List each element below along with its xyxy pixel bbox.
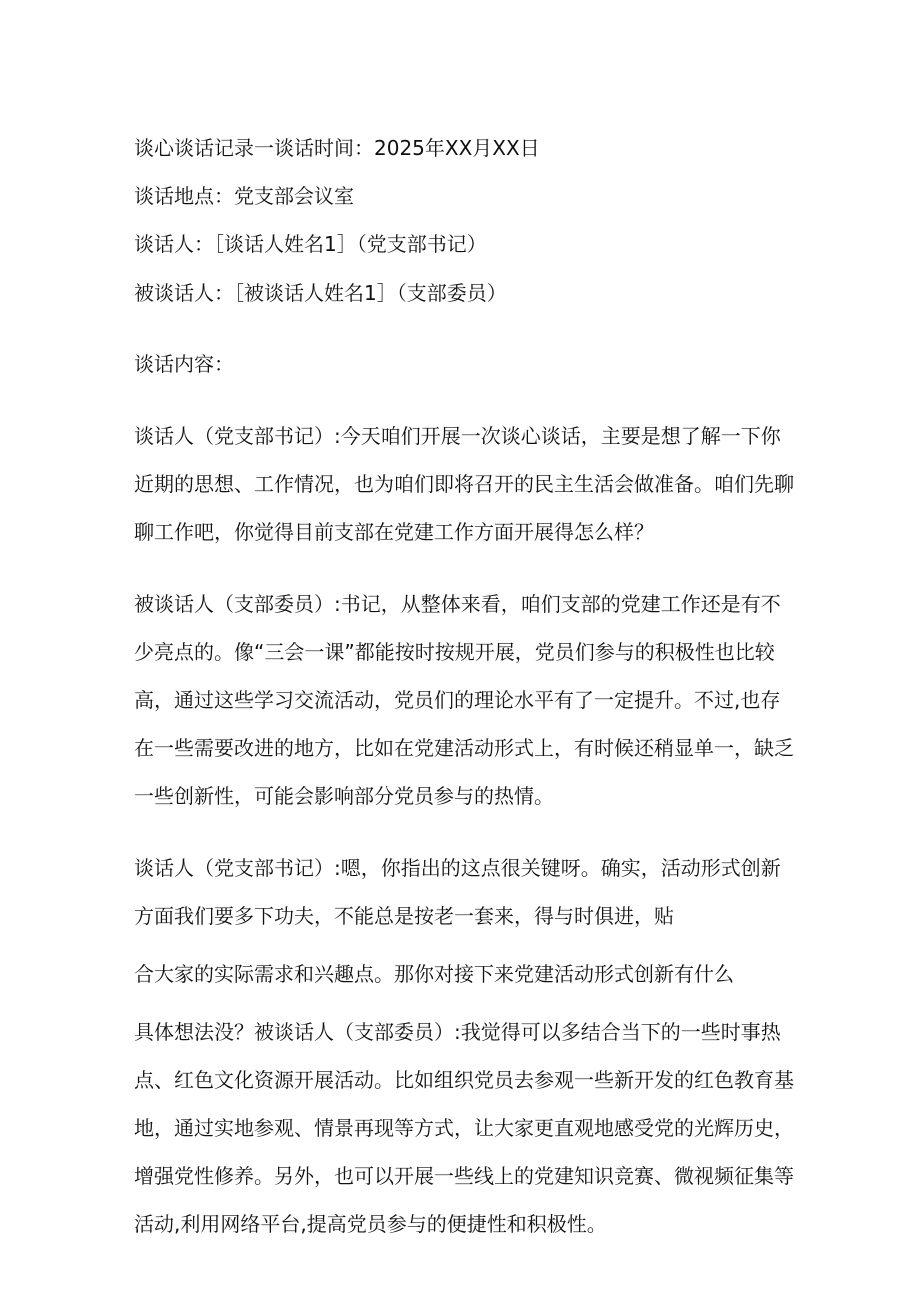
paragraph-2-line-1: 被谈话人（支部委员）:书记，从整体来看，咱们支部的党建工作还是有不	[134, 592, 781, 616]
talk-time-line: 谈心谈话记录一谈话时间：2025年XX月XX日	[134, 136, 540, 160]
paragraph-5-line-2: 点、红色文化资源开展活动。比如组织党员去参观一些新开发的红色教育基	[134, 1068, 794, 1092]
paragraph-5-line-5: 活动,利用网络平台,提高党员参与的便捷性和积极性。	[134, 1212, 607, 1236]
paragraph-1-line-2: 近期的思想、工作情况，也为咱们即将召开的民主生活会做准备。咱们先聊	[134, 472, 794, 496]
paragraph-2-line-3: 高，通过这些学习交流活动，党员们的理论水平有了一定提升。不过,也存	[134, 688, 781, 712]
paragraph-2-line-5: 一些创新性，可能会影响部分党员参与的热情。	[134, 784, 554, 808]
paragraph-5-line-1: 具体想法没？被谈话人（支部委员）:我觉得可以多结合当下的一些时事热	[134, 1020, 781, 1044]
paragraph-2-line-2: 少亮点的。像“三会一课”都能按时按规开展，党员们参与的积极性也比较	[134, 640, 775, 664]
paragraph-5-line-3: 地，通过实地参观、情景再现等方式，让大家更直观地感受党的光辉历史，	[134, 1116, 794, 1140]
paragraph-5-line-4: 增强党性修养。另外，也可以开展一些线上的党建知识竞赛、微视频征集等	[134, 1164, 794, 1188]
paragraph-1-line-3: 聊工作吧，你觉得目前支部在党建工作方面开展得怎么样？	[134, 520, 654, 544]
interviewee-line: 被谈话人：［被谈话人姓名1］（支部委员）	[134, 281, 507, 305]
talk-location-line: 谈话地点：党支部会议室	[134, 184, 354, 208]
paragraph-3-line-1: 谈话人（党支部书记）:嗯，你指出的这点很关键呀。确实，活动形式创新	[134, 856, 781, 880]
paragraph-1-line-1: 谈话人（党支部书记）:今天咱们开展一次谈心谈话，主要是想了解一下你	[134, 424, 781, 448]
interviewer-line: 谈话人：［谈话人姓名1］（党支部书记）	[134, 232, 487, 256]
paragraph-3-line-2: 方面我们要多下功夫，不能总是按老一套来，得与时俱进，贴	[134, 904, 674, 928]
content-label: 谈话内容：	[134, 352, 234, 376]
paragraph-2-line-4: 在一些需要改进的地方，比如在党建活动形式上，有时候还稍显单一，缺乏	[134, 736, 794, 760]
paragraph-4-line-1: 合大家的实际需求和兴趣点。那你对接下来党建活动形式创新有什么	[134, 962, 734, 986]
